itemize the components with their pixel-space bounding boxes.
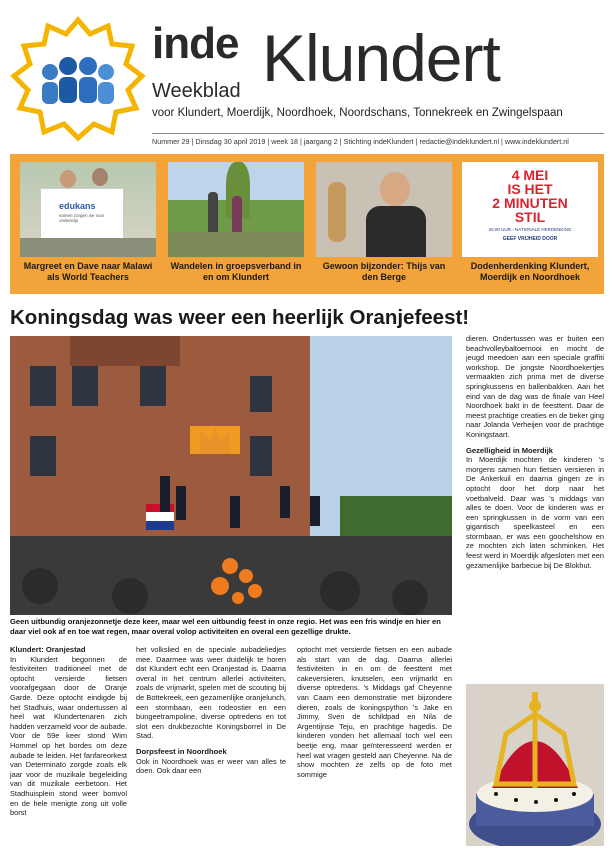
hero-photo-town-hall (10, 336, 452, 615)
crown-cake-photo (466, 684, 604, 846)
poster-logo: GEEF VRIJHEID DOOR (502, 236, 558, 242)
col4-text: dieren. Ondertussen was er buiten een beachvolleybaltoernooi en mocht de jeugd meedoen aan een speciale graffiti workshop. De jongste Noordhoekertjes vermaakten zich prima met de diverse springkussens en ballenbakken. Aan het eind van de dag was de finale van Heel Noordhoek bakt in de feesttent. Daar de meest prachtige creaties en de beker ging naar Jolanda Verheijen voor de prachtige Koningstaart. (466, 334, 604, 439)
article-column-3 (297, 645, 452, 779)
poster-line-3: 2 MINUTEN (492, 195, 568, 211)
photo-caption: Geen uitbundig oranjezonnetje deze keer, maar wel een uitbundig feest in onze regio. Het was een fris windje en hier en daar viel ook af en toe wat regen, maar overal volop activiteiten en overal een gezellige drukte. (10, 617, 441, 636)
section-heading-moerdijk: Gezelligheid in Moerdijk (466, 445, 553, 455)
section-heading-noordhoek: Dorpsfeest in Noordhoek (136, 746, 227, 756)
teaser-3[interactable] (316, 162, 452, 283)
masthead-rule (152, 133, 604, 134)
teaser-2-caption: Wandelen in groepsverband in en om Klundert (170, 261, 302, 282)
teaser-2-photo (168, 162, 304, 257)
poster-line-4: STIL (514, 209, 546, 225)
col2-text-2: Ook in Noordhoek was er weer van alles te doen. Ook daar een (136, 756, 286, 776)
brand-klundert: Klundert (262, 21, 500, 95)
article-column-4 (466, 334, 604, 570)
article-column-2 (136, 645, 286, 776)
teaser-1-photo (20, 162, 156, 257)
teaser-1[interactable] (20, 162, 156, 283)
banner-text: edukans (59, 201, 96, 211)
col1-text: In Klundert begonnen de festiviteiten traditioneel met de optocht versierde fietsen voorafgegaan door de Oranje Garde. Deze optocht eindigde bij het Stadhuis, waar ondertussen al heel wat Klundertenaren zich hadden verzameld voor de aubade. Voor de 59e keer stond Wim Hommel op het bordes om deze aubade te leiden. Het fanfareorkest van Determinato zorgde zoals elk jaar voor de muzikale begeleiding van dit muzikale eerbetoon. Het Stadhuisplein stond weer bomvol en de hele menigte zong uit volle borst (10, 654, 127, 818)
col3-text: optocht met versierde fietsen en een aubade als start van de dag. Daarna allerlei festiviteiten in en om de feesttent met cakeversieren, knutselen, een vrijmarkt en diverse optredens. 's Middags gaf Cheyenne van Caam een demonstratie met bijzondere dieren, zoals de koningspython 's Jake en Jimmy, Sven de schildpad en Nila de Argentijnse Teju, en prachtige hagedis. De kinderen vonden het allemaal toch wel een beetje eng, maar geïnteresseerd werden er heel wat vragen gesteld aan Cheyenne. Na de show mochten ze zelfs op de foto met sommige (297, 645, 452, 779)
teaser-1-caption: Margreet en Dave naar Malawi als World Teachers (23, 261, 153, 282)
teaser-4-poster (462, 162, 598, 257)
teaser-3-photo (316, 162, 452, 257)
col2-text: het volkslied en de speciale aubadeliedjes mee. Daarmee was weer duidelijk te horen dat Klundert echt een Oranjestad is. Daarna overal in het centrum allerlei activiteiten, zoals de vrijmarkt, spelen met de scouting bij de Bottekreek, een gezamenlijke oranjelunch, een stormbaan, een rodeostier en een bungeetrampoline, diverse optredens en tot slot een drukbezochte Koningsborrel in De Stad. (136, 645, 286, 741)
col4-text-2: In Moerdijk mochten de kinderen 's morgens samen hun fietsen versieren in De Ankerkuil en daarna gingen ze in optocht door het dorp naar het voetbalveld. Daar was 's middags van alles te doen. Voor de kinderen was er een springkussen in de vorm van een gigantisch speelkasteel en een stormbaan, er was een goochelshow en ze mochten zich laten schminken. Het feest werd in Moerdijk afgesloten met een gezamenlijke barbecue bij De Blokhut. (466, 455, 604, 570)
brand-weekblad: Weekblad (152, 80, 241, 102)
edukans-banner (40, 188, 124, 240)
brand-inde: inde (152, 19, 239, 68)
teaser-band (10, 154, 604, 294)
banner-sub: samen zorgen we voor onderwijs (59, 213, 105, 223)
teaser-3-caption: Gewoon bijzonder: Thijs van den Berge (322, 261, 446, 282)
indeklundert-logo (8, 14, 148, 142)
section-heading-klundert: Klundert: Oranjestad (10, 645, 86, 654)
teaser-4-caption: Dodenherdenking Klundert, Moerdijk en Noordhoek (470, 261, 590, 282)
tagline: voor Klundert, Moerdijk, Noordhoek, Noordschans, Tonnekreek en Zwingelspaan (152, 107, 563, 119)
teaser-4[interactable] (462, 162, 598, 283)
poster-line-1: 4 MEI (511, 167, 549, 183)
teaser-2[interactable] (168, 162, 304, 283)
article-column-1 (10, 645, 127, 818)
article-headline: Koningsdag was weer een heerlijk Oranjefeest! (10, 306, 470, 329)
poster-sub: 20.00 UUR - NATIONALE HERDENKING (488, 227, 572, 232)
poster-line-2: IS HET (507, 181, 553, 197)
issue-line: Nummer 29 | Dinsdag 30 april 2019 | week 18 | jaargang 2 | Stichting indeKlundert | redactie@indeklundert.nl | www.indeklundert.nl (152, 137, 569, 146)
